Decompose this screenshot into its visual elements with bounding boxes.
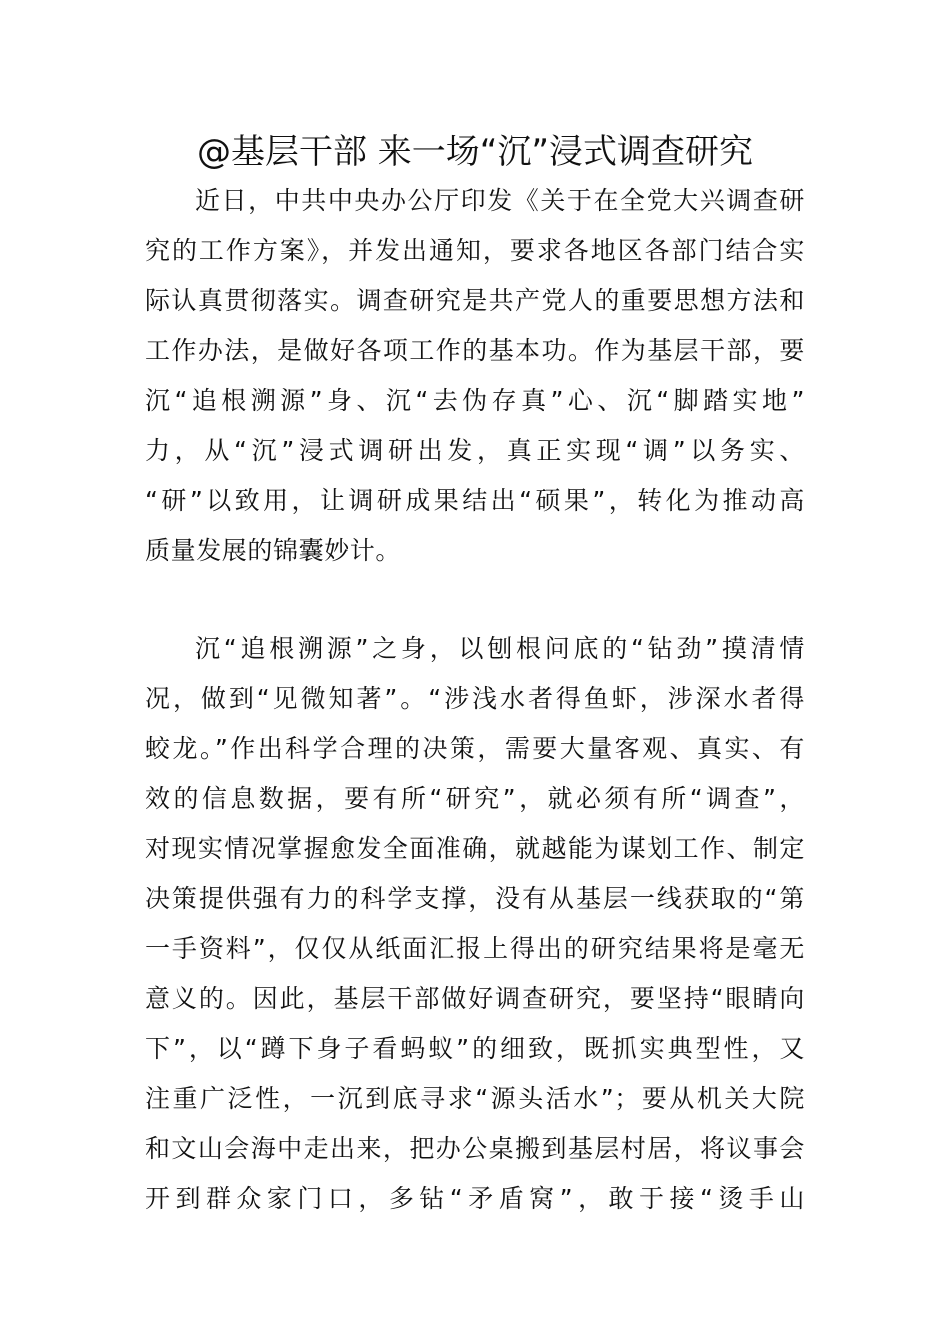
paragraph-2-line-8: 意义的。因此，基层干部做好调查研究，要坚持“眼睛向 [145,984,805,1013]
paragraph-2-line-10: 注重广泛性，一沉到底寻求“源头活水”；要从机关大院 [145,1084,805,1113]
paragraph-1-line-3: 际认真贯彻落实。调查研究是共产党人的重要思想方法和 [145,286,805,315]
paragraph-2-line-9: 下”，以“蹲下身子看蚂蚁”的细致，既抓实典型性，又 [145,1034,805,1063]
paragraph-2-line-2: 况，做到“见微知著”。“涉浅水者得鱼虾，涉深水者得 [145,684,805,713]
paragraph-1-line-4: 工作办法，是做好各项工作的基本功。作为基层干部，要 [145,336,805,365]
paragraph-2-line-7: 一手资料”，仅仅从纸面汇报上得出的研究结果将是毫无 [145,934,805,963]
paragraph-2-line-12: 开到群众家门口，多钻“矛盾窝”，敢于接“烫手山 [145,1184,805,1213]
paragraph-1-line-7: “研”以致用，让调研成果结出“硕果”，转化为推动高 [145,486,805,515]
paragraph-2-line-6: 决策提供强有力的科学支撑，没有从基层一线获取的“第 [145,884,805,913]
paragraph-1-line-1: 近日，中共中央办公厅印发《关于在全党大兴调查研 [195,186,805,215]
paragraph-2-line-1: 沉“追根溯源”之身，以刨根问底的“钻劲”摸清情 [195,634,805,663]
paragraph-1-line-6: 力，从“沉”浸式调研出发，真正实现“调”以务实、 [145,436,805,465]
paragraph-1-line-5: 沉“追根溯源”身、沉“去伪存真”心、沉“脚踏实地” [145,386,805,415]
paragraph-2-line-5: 对现实情况掌握愈发全面准确，就越能为谋划工作、制定 [145,834,805,863]
paragraph-2-line-3: 蛟龙。”作出科学合理的决策，需要大量客观、真实、有 [145,734,805,763]
paragraph-1-line-2: 究的工作方案》，并发出通知，要求各地区各部门结合实 [145,236,805,265]
paragraph-2-line-4: 效的信息数据，要有所“研究”，就必须有所“调查”， [145,784,805,813]
document-title: @基层干部 来一场“沉”浸式调查研究 [196,132,754,172]
paragraph-1-line-8: 质量发展的锦囊妙计。 [145,536,402,565]
paragraph-2-line-11: 和文山会海中走出来，把办公桌搬到基层村居，将议事会 [145,1134,805,1163]
